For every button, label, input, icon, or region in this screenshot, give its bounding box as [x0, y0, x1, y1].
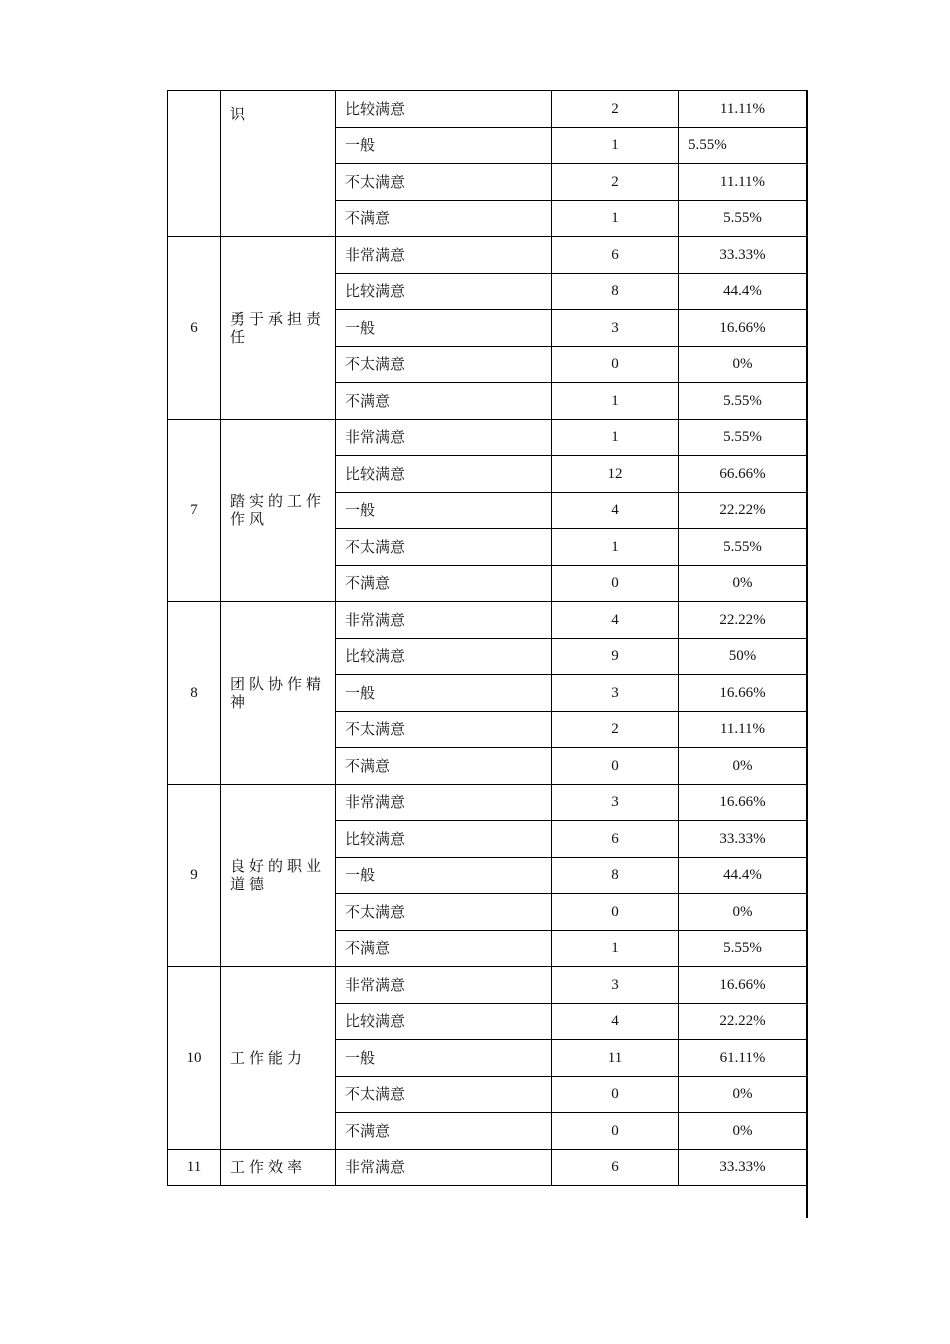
response-percentage: 50%	[679, 638, 807, 675]
evaluation-item: 踏实的工作作风	[221, 419, 336, 602]
satisfaction-level: 不太满意	[336, 1076, 552, 1113]
satisfaction-level: 比较满意	[336, 821, 552, 858]
satisfaction-level: 非常满意	[336, 237, 552, 274]
satisfaction-level: 非常满意	[336, 967, 552, 1004]
satisfaction-level: 一般	[336, 675, 552, 712]
satisfaction-survey-table	[167, 90, 807, 1186]
response-count: 1	[552, 930, 679, 967]
response-count: 0	[552, 748, 679, 785]
table-row	[168, 967, 807, 1004]
response-percentage: 0%	[679, 346, 807, 383]
response-count: 0	[552, 565, 679, 602]
response-percentage: 61.11%	[679, 1040, 807, 1077]
satisfaction-level: 比较满意	[336, 638, 552, 675]
satisfaction-level: 一般	[336, 857, 552, 894]
satisfaction-level: 不太满意	[336, 711, 552, 748]
satisfaction-level: 非常满意	[336, 784, 552, 821]
response-percentage: 16.66%	[679, 675, 807, 712]
response-percentage: 0%	[679, 894, 807, 931]
satisfaction-level: 不太满意	[336, 164, 552, 201]
response-count: 3	[552, 967, 679, 1004]
satisfaction-level: 一般	[336, 127, 552, 164]
table-row	[168, 1149, 807, 1186]
response-percentage: 5.55%	[679, 200, 807, 237]
response-percentage: 0%	[679, 748, 807, 785]
response-percentage: 22.22%	[679, 492, 807, 529]
response-percentage: 16.66%	[679, 784, 807, 821]
response-count: 9	[552, 638, 679, 675]
response-percentage: 0%	[679, 565, 807, 602]
satisfaction-level: 非常满意	[336, 419, 552, 456]
response-count: 12	[552, 456, 679, 493]
satisfaction-level: 不满意	[336, 748, 552, 785]
response-count: 4	[552, 1003, 679, 1040]
response-percentage: 11.11%	[679, 711, 807, 748]
response-count: 2	[552, 164, 679, 201]
table-row	[168, 91, 807, 128]
response-count: 11	[552, 1040, 679, 1077]
response-percentage: 0%	[679, 1113, 807, 1150]
response-count: 0	[552, 1076, 679, 1113]
response-percentage: 66.66%	[679, 456, 807, 493]
response-percentage: 11.11%	[679, 164, 807, 201]
response-count: 2	[552, 91, 679, 128]
satisfaction-level: 非常满意	[336, 602, 552, 639]
response-percentage: 22.22%	[679, 602, 807, 639]
response-count: 6	[552, 1149, 679, 1186]
response-percentage: 33.33%	[679, 821, 807, 858]
table-right-border	[806, 90, 808, 1218]
response-percentage: 11.11%	[679, 91, 807, 128]
evaluation-item: 工作能力	[221, 967, 336, 1150]
response-count: 1	[552, 200, 679, 237]
satisfaction-level: 比较满意	[336, 273, 552, 310]
evaluation-item: 勇于承担责任	[221, 237, 336, 420]
response-count: 8	[552, 857, 679, 894]
satisfaction-level: 不太满意	[336, 346, 552, 383]
evaluation-item: 识	[221, 91, 336, 237]
response-count: 3	[552, 784, 679, 821]
response-percentage: 44.4%	[679, 857, 807, 894]
item-number: 11	[168, 1149, 221, 1186]
satisfaction-level: 不满意	[336, 1113, 552, 1150]
response-percentage: 16.66%	[679, 310, 807, 347]
satisfaction-level: 不太满意	[336, 529, 552, 566]
response-count: 0	[552, 894, 679, 931]
table-row	[168, 784, 807, 821]
response-count: 6	[552, 821, 679, 858]
table-body	[168, 91, 807, 1186]
evaluation-item: 团队协作精神	[221, 602, 336, 785]
response-percentage: 16.66%	[679, 967, 807, 1004]
response-percentage: 0%	[679, 1076, 807, 1113]
response-count: 1	[552, 419, 679, 456]
response-percentage: 5.55%	[679, 127, 807, 164]
satisfaction-level: 不太满意	[336, 894, 552, 931]
satisfaction-level: 不满意	[336, 383, 552, 420]
response-count: 3	[552, 675, 679, 712]
satisfaction-level: 比较满意	[336, 91, 552, 128]
satisfaction-level: 不满意	[336, 930, 552, 967]
satisfaction-level: 一般	[336, 1040, 552, 1077]
response-percentage: 5.55%	[679, 419, 807, 456]
response-percentage: 5.55%	[679, 930, 807, 967]
satisfaction-level: 不满意	[336, 565, 552, 602]
satisfaction-level: 非常满意	[336, 1149, 552, 1186]
satisfaction-level: 一般	[336, 492, 552, 529]
response-count: 4	[552, 602, 679, 639]
item-number: 9	[168, 784, 221, 967]
response-percentage: 33.33%	[679, 237, 807, 274]
response-percentage: 33.33%	[679, 1149, 807, 1186]
evaluation-item: 工作效率	[221, 1149, 336, 1186]
satisfaction-level: 比较满意	[336, 456, 552, 493]
evaluation-item: 良好的职业道德	[221, 784, 336, 967]
response-count: 2	[552, 711, 679, 748]
response-count: 1	[552, 529, 679, 566]
satisfaction-level: 不满意	[336, 200, 552, 237]
item-number: 8	[168, 602, 221, 785]
response-count: 0	[552, 1113, 679, 1150]
response-percentage: 22.22%	[679, 1003, 807, 1040]
satisfaction-level: 比较满意	[336, 1003, 552, 1040]
response-percentage: 44.4%	[679, 273, 807, 310]
item-number: 7	[168, 419, 221, 602]
response-count: 8	[552, 273, 679, 310]
response-count: 0	[552, 346, 679, 383]
table-row	[168, 419, 807, 456]
satisfaction-level: 一般	[336, 310, 552, 347]
table-row	[168, 237, 807, 274]
item-number	[168, 91, 221, 237]
response-percentage: 5.55%	[679, 529, 807, 566]
response-count: 1	[552, 127, 679, 164]
table-row	[168, 602, 807, 639]
response-count: 6	[552, 237, 679, 274]
item-number: 6	[168, 237, 221, 420]
response-count: 3	[552, 310, 679, 347]
response-count: 4	[552, 492, 679, 529]
item-number: 10	[168, 967, 221, 1150]
response-count: 1	[552, 383, 679, 420]
response-percentage: 5.55%	[679, 383, 807, 420]
